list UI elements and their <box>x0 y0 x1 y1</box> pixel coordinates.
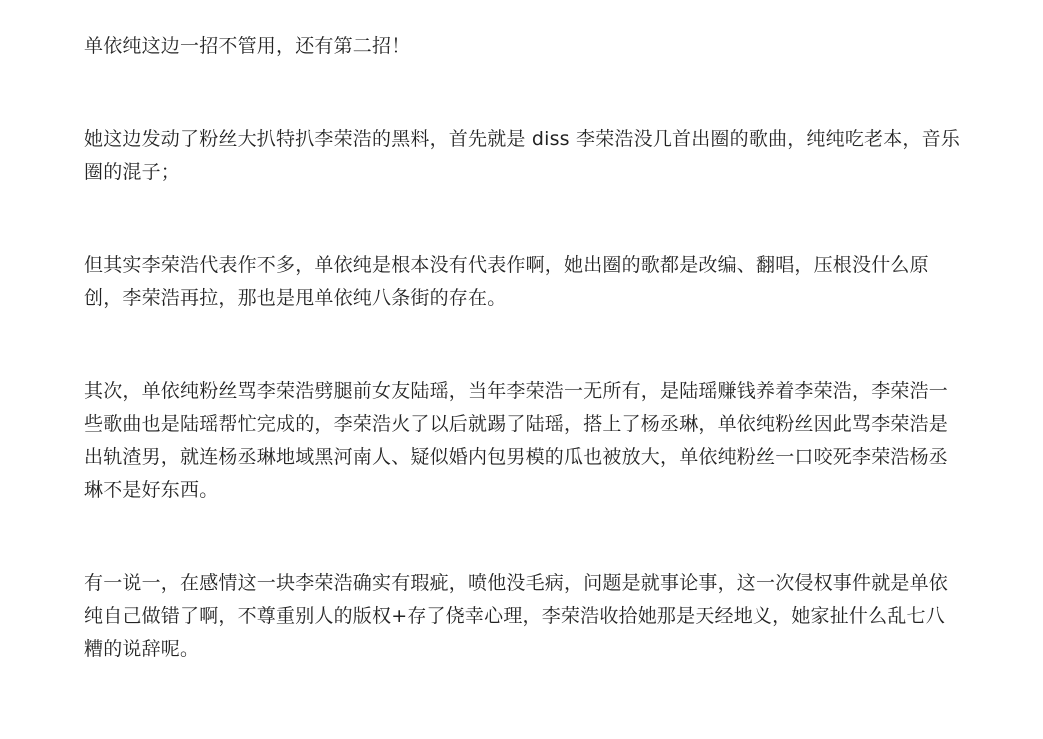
paragraph-representative-works: 但其实李荣浩代表作不多，单依纯是根本没有代表作啊，她出圈的歌都是改编、翻唱，压根没什么原创，李荣浩再拉，那也是甩单依纯八条街的存在。 <box>84 254 929 309</box>
paragraph-fans-dig-dirt: 她这边发动了粉丝大扒特扒李荣浩的黑料，首先就是 diss 李荣浩没几首出圈的歌曲，纯纯吃老本，音乐圈的混子； <box>84 128 961 183</box>
paragraph-relationship-accusations: 其次，单依纯粉丝骂李荣浩劈腿前女友陆瑶，当年李荣浩一无所有，是陆瑶赚钱养着李荣浩，李荣浩一些歌曲也是陆瑶帮忙完成的，李荣浩火了以后就踢了陆瑶，搭上了杨丞琳，单依纯粉丝因此骂李荣浩是出轨渣男，就连杨丞琳地域黑河南人、疑似婚内包男模的瓜也被放大，单依纯粉丝一口咬死李荣浩杨丞琳不是好东西。 <box>84 380 949 501</box>
paragraph-conclusion: 有一说一，在感情这一块李荣浩确实有瑕疵，喷他没毛病，问题是就事论事，这一次侵权事件就是单依纯自己做错了啊，不尊重别人的版权+存了侥幸心理，李荣浩收拾她那是天经地义，她家扯什么乱七八糟的说辞呢。 <box>84 572 949 660</box>
paragraph-second-trick: 单依纯这边一招不管用，还有第二招！ <box>84 35 411 57</box>
article-body <box>84 30 964 666</box>
